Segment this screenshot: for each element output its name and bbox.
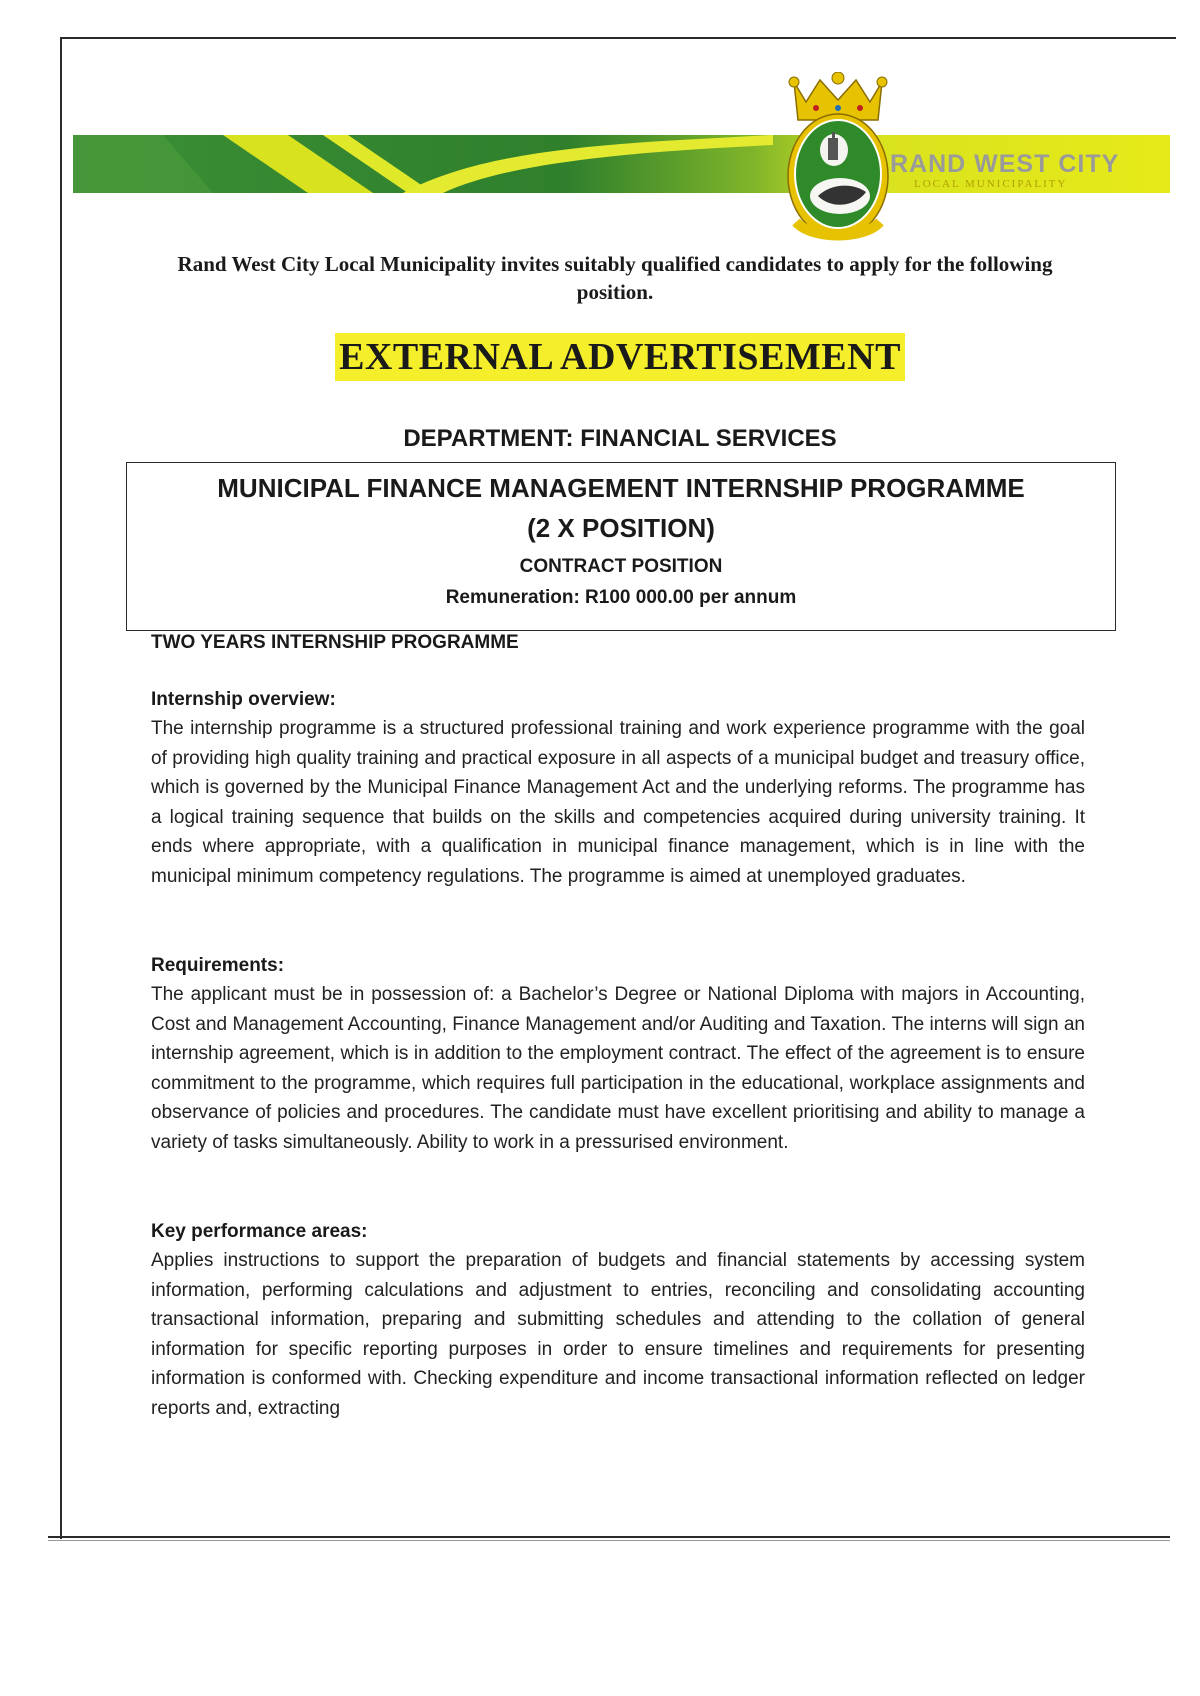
programme-length: TWO YEARS INTERNSHIP PROGRAMME <box>151 632 519 653</box>
section-body: Applies instructions to support the preparation of budgets and financial statements by accessing system information, performing calculations and adjustment to entries, reconciling and consolidating accounting transactional information, preparing and submitting schedules and attending to the collation of general information for specific reporting purposes in order to ensure timelines and requirements for presenting information is conformed with. Checking expenditure and income transactional information reflected on ledger reports and, extracting <box>151 1250 1085 1419</box>
remuneration: Remuneration: R100 000.00 per annum <box>445 587 797 608</box>
municipality-brand-subtitle: LOCAL MUNICIPALITY <box>914 178 1068 190</box>
contract-type: CONTRACT POSITION <box>519 556 723 577</box>
section-requirements <box>151 951 1085 1157</box>
municipal-crest-logo <box>782 72 894 244</box>
ad-title-wrapper <box>0 333 1200 381</box>
position-box <box>126 462 1116 631</box>
section-body: The applicant must be in possession of: a Bachelor’s Degree or National Diploma with majors in Accounting, Cost and Management Accounting, Finance Management and/or Auditing and Taxation. The interns will sign an internship agreement, which is in addition to the employment contract. The effect of the agreement is to ensure commitment to the programme, which requires full participation in the educational, workplace assignments and observance of policies and procedures. The candidate must have excellent prioritising and ability to manage a variety of tasks simultaneously. Ability to work in a pressurised environment. <box>151 984 1085 1153</box>
section-heading: Key performance areas: <box>151 1221 368 1242</box>
department-heading: DEPARTMENT: FINANCIAL SERVICES <box>403 425 837 452</box>
page-frame-bottom <box>48 1536 1170 1538</box>
section-heading: Internship overview: <box>151 689 336 710</box>
page-frame-bottom-shadow <box>48 1540 1170 1541</box>
section-key-performance-areas <box>151 1217 1085 1423</box>
ad-title: EXTERNAL ADVERTISEMENT <box>335 333 905 381</box>
section-body: The internship programme is a structured professional training and work experience programme with the goal of providing high quality training and practical exposure in all aspects of a municipal budget and treasury office, which is governed by the Municipal Finance Management Act and the underlying reforms. The programme has a logical training sequence that builds on the skills and competencies acquired during university training. It ends where appropriate, with a qualification in municipal finance management, which is in line with the municipal minimum competency regulations. The programme is aimed at unemployed graduates. <box>151 718 1085 887</box>
municipality-brand-name: RAND WEST CITY <box>890 150 1120 178</box>
section-heading: Requirements: <box>151 955 285 976</box>
page-frame-left <box>60 37 62 1539</box>
position-count: (2 X POSITION) <box>527 513 715 543</box>
section-internship-overview <box>151 685 1085 891</box>
intro-text: Rand West City Local Municipality invites suitably qualified candidates to apply for the following position. <box>177 252 1053 304</box>
position-title: MUNICIPAL FINANCE MANAGEMENT INTERNSHIP PROGRAMME <box>217 473 1025 503</box>
page-frame-top <box>60 37 1176 39</box>
